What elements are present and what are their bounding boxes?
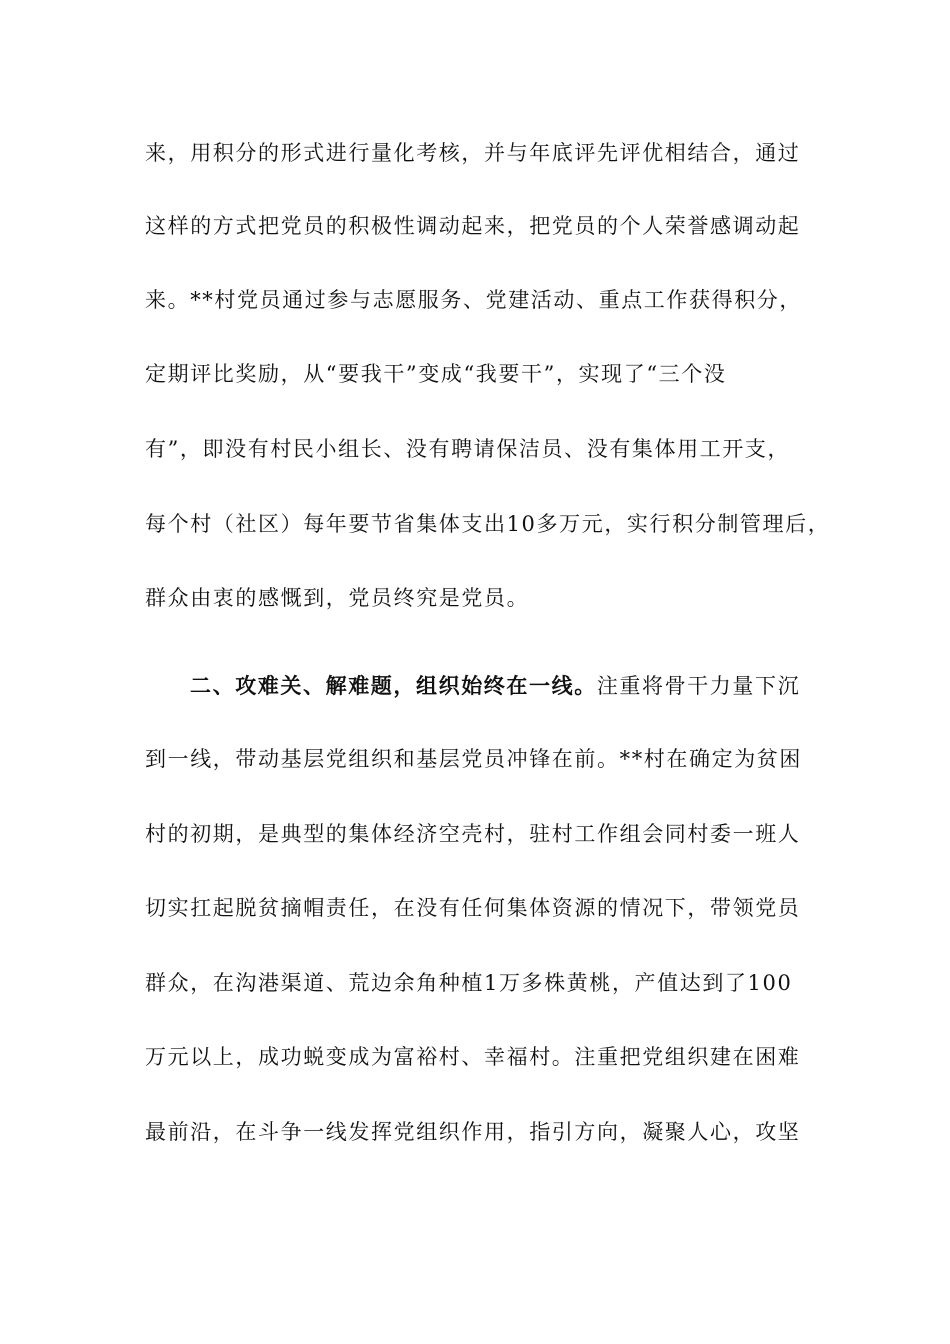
paragraph-1-line-1: 来，用积分的形式进行量化考核，并与年底评先评优相结合，通过 [145, 141, 801, 165]
paragraph-2-line-3: 村的初期，是典型的集体经济空壳村，驻村工作组会同村委一班人 [145, 822, 801, 846]
paragraph-1-line-2: 这样的方式把党员的积极性调动起来，把党员的个人荣誉感调动起 [145, 214, 801, 238]
paragraph-1-line-6: 每个村（社区）每年要节省集体支出10多万元，实行积分制管理后， [145, 512, 831, 536]
paragraph-1-line-7: 群众由衷的感慨到，党员终究是党员。 [145, 586, 530, 610]
paragraph-2-line-5: 群众，在沟港渠道、荒边余角种植1万多株黄桃，产值达到了100 [145, 971, 793, 995]
paragraph-2-line-2: 到一线，带动基层党组织和基层党员冲锋在前。**村在确定为贫困 [145, 747, 802, 771]
paragraph-2-first-line [190, 674, 800, 698]
paragraph-2-line-4: 切实扛起脱贫摘帽责任，在没有任何集体资源的情况下，带领党员 [145, 896, 801, 920]
paragraph-1-line-5: 有”，即没有村民小组长、没有聘请保洁员、没有集体用工开支， [145, 437, 791, 461]
paragraph-1-line-3: 来。**村党员通过参与志愿服务、党建活动、重点工作获得积分， [145, 288, 802, 312]
paragraph-1-line-4: 定期评比奖励，从“要我干”变成“我要干”，实现了“三个没 [145, 362, 727, 386]
section-heading: 二、攻难关、解难题，组织始终在一线。 [190, 673, 597, 698]
paragraph-2-line-6: 万元以上，成功蜕变成为富裕村、幸福村。注重把党组织建在困难 [145, 1045, 801, 1069]
paragraph-2-line-1-text: 注重将骨干力量下沉 [596, 674, 801, 698]
paragraph-2-line-7: 最前沿，在斗争一线发挥党组织作用，指引方向，凝聚人心，攻坚 [145, 1120, 801, 1144]
